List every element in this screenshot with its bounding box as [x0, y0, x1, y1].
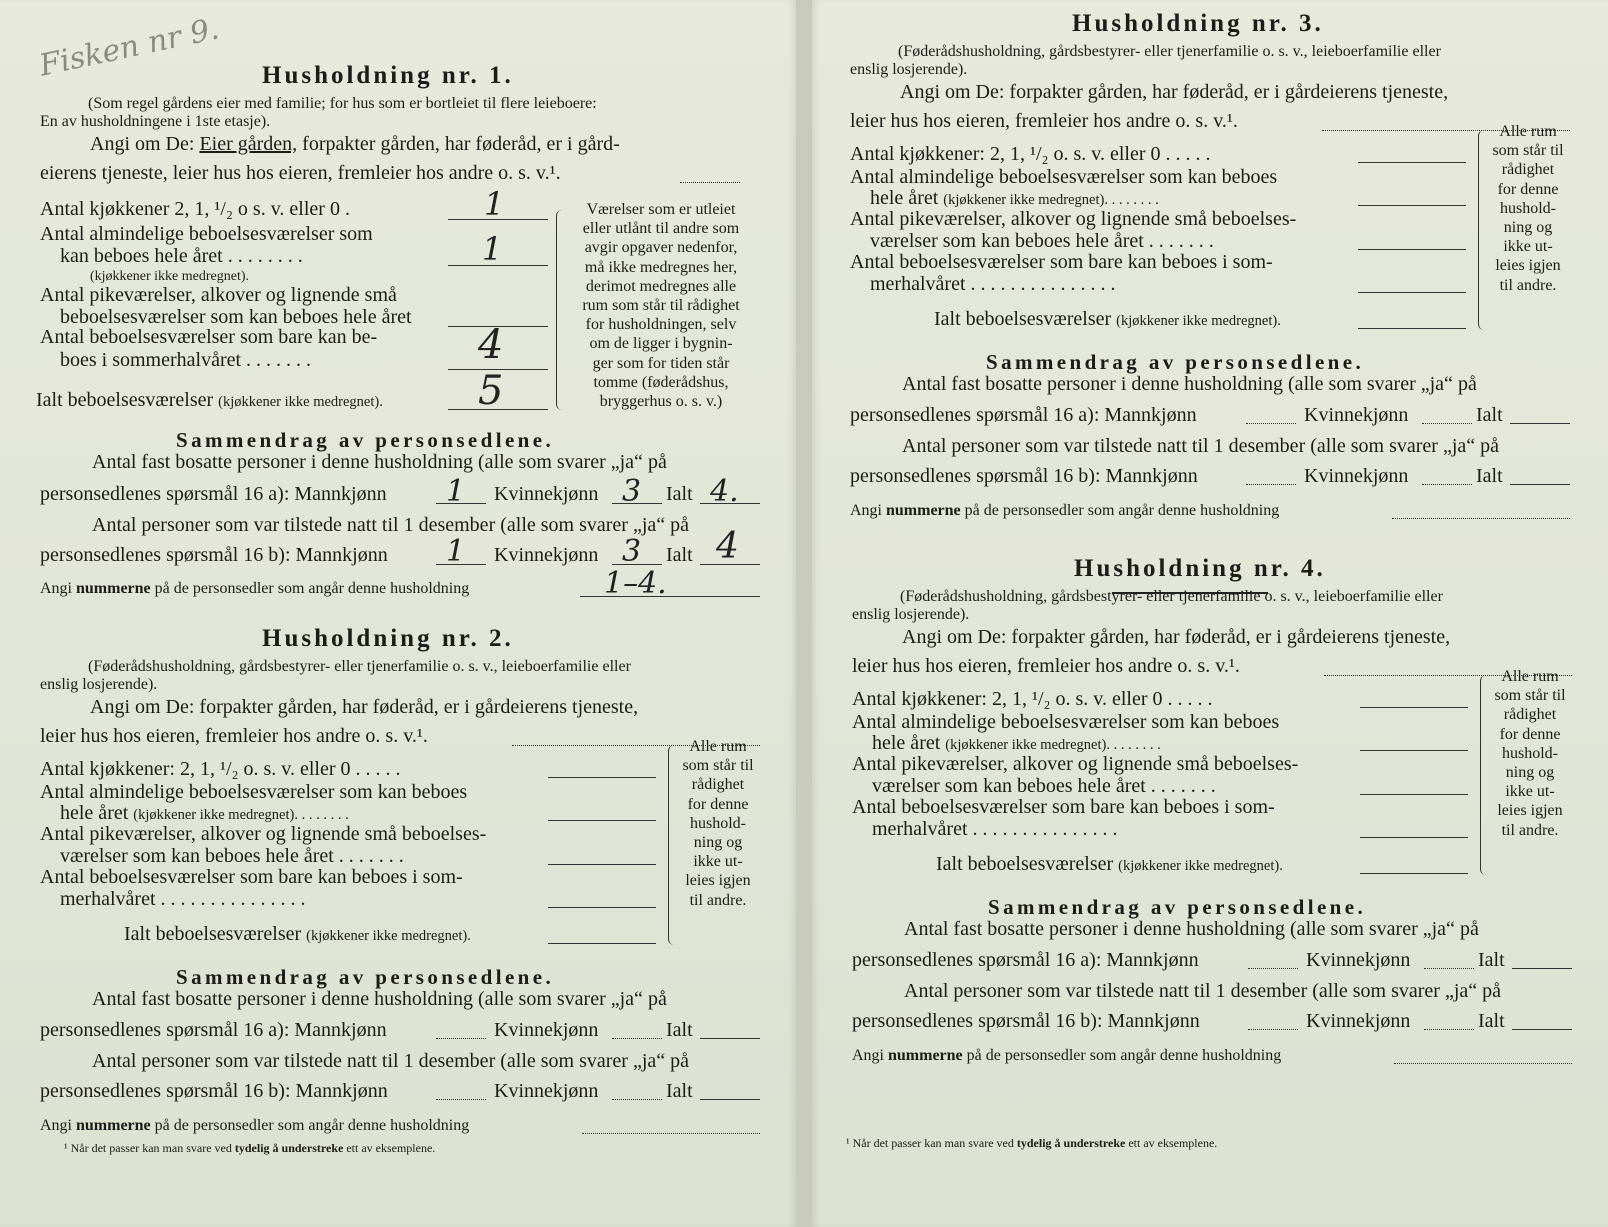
summer-rooms-label-2: merhalvåret . . . . . . . . . . . . . . . [870, 273, 1116, 295]
numbers-label-pre: Angi [852, 1047, 884, 1064]
ordinary-rooms-value: 1 [482, 230, 503, 268]
summer-rooms-label-2: merhalvåret . . . . . . . . . . . . . . . [60, 888, 306, 910]
ordinary-rooms-label-2: kan beboes hele året . . . . . . . . [60, 245, 303, 267]
maid-rooms-label-2: værelser som kan beboes hele året . . . . . . . [60, 845, 404, 867]
side-note-line: ikke ut- [1503, 238, 1553, 256]
household-summary-title: Sammendrag av personsedlene. [986, 350, 1365, 374]
resident-line: Antal fast bosatte personer i denne husholdning (alle som svarer „ja“ på [92, 988, 667, 1010]
resident-female-label: Kvinnekjønn [1304, 404, 1409, 426]
ordinary-rooms-note: (kjøkkener ikke medregnet). . . . . . . . [943, 192, 1159, 208]
side-note-line: leies igjen [1495, 257, 1561, 275]
side-note-line: bryggerhus o. s. v.) [599, 393, 723, 411]
maid-rooms-label: Antal pikeværelser, alkover og lignende små beboelses- [850, 208, 1297, 230]
angi-options: forpakter gården, har føderåd, er i gård- [302, 133, 620, 155]
present-male-label: personsedlenes spørsmål 16 b): Mannkjønn [850, 465, 1198, 487]
total-rooms-label [934, 308, 1281, 331]
total-rooms-note: (kjøkkener ikke medregnet). [218, 394, 383, 410]
side-note-line: rådighet [1501, 161, 1555, 179]
side-note-line: ikke ut- [1505, 783, 1555, 801]
household-note-2: enslig losjerende). [40, 676, 158, 693]
household-angi-line-2: leier hus hos eieren, fremleier hos andre o. s. v.¹. [852, 655, 1240, 677]
household-1-note: (Som regel gårdens eier med familie; for hus som er bortleiet til flere leieboere: [88, 95, 597, 112]
household-title: Husholdning nr. 2. [262, 625, 514, 652]
summer-rooms-label: Antal beboelsesværelser som bare kan beboes i som- [850, 251, 1273, 273]
footnote-bold: tydelig å understreke [1016, 1136, 1126, 1150]
owner-underlined-answer: Eier gården, [199, 133, 298, 155]
household-1-numbers-line [40, 580, 469, 598]
present-female-label: Kvinnekjønn [494, 1080, 599, 1102]
footnote-pre: ¹ Når det passer kan man svare ved [846, 1136, 1014, 1150]
summer-rooms-label: Antal beboelsesværelser som bare kan beboes i som- [852, 796, 1275, 818]
kitchens-value: 1 [484, 185, 505, 223]
ordinary-rooms-text: hele året [60, 802, 129, 824]
numbers-label-pre: Angi [850, 502, 882, 519]
numbers-label-bold: nummerne [888, 1047, 963, 1064]
side-note-line: for husholdningen, selv [585, 316, 737, 334]
footnote-post: ett av eksemplene. [1128, 1136, 1218, 1150]
household-note: (Føderådshusholdning, gårdsbestyrer- eller tjenerfamilie o. s. v., leieboerfamilie eller [88, 658, 631, 675]
household-angi-line-1: Angi om De: forpakter gården, har føderåd, er i gårdeierens tjeneste, [900, 81, 1449, 103]
household-title: Husholdning nr. 4. [1074, 555, 1326, 582]
total-rooms-label [936, 853, 1283, 876]
maid-rooms-label: Antal pikeværelser, alkover og lignende små beboelses- [40, 823, 487, 845]
maid-rooms-label-2: beboelsesværelser som kan beboes hele året [60, 306, 412, 328]
footnote-right [846, 1136, 1217, 1151]
present-male-label: personsedlenes spørsmål 16 b): Mannkjønn [40, 1080, 388, 1102]
total-rooms-note: (kjøkkener ikke medregnet). [306, 928, 471, 944]
footnote-left [64, 1141, 435, 1156]
total-rooms-text: Ialt beboelsesværelser [936, 853, 1114, 875]
present-female-label: Kvinnekjønn [494, 544, 599, 566]
side-note-line: Værelser som er utleiet [586, 201, 736, 218]
resident-male-value: 1 [446, 474, 466, 509]
resident-total-label: Ialt [1478, 949, 1505, 971]
side-note-line: Alle rum [1501, 668, 1559, 685]
household-1-angi-line-2: eierens tjeneste, leier hus hos eieren, fremleier hos andre o. s. v.¹. [40, 162, 561, 184]
summer-rooms-value: 4 [478, 322, 504, 368]
numbers-label-post: på de personsedler som angår denne husholdning [966, 1047, 1282, 1064]
ordinary-rooms-label-2 [60, 802, 349, 825]
ordinary-rooms-text: hele året [870, 187, 939, 209]
side-note-line: rådighet [691, 776, 745, 794]
numbers-line [852, 1047, 1281, 1065]
footnote-pre: ¹ Når det passer kan man svare ved [64, 1141, 232, 1155]
numbers-line [40, 1117, 469, 1135]
ordinary-rooms-note: (kjøkkener ikke medregnet). . . . . . . . [133, 807, 349, 823]
right-page [812, 0, 1608, 1227]
household-1-note-2: En av husholdningene i 1ste etasje). [40, 113, 271, 130]
total-rooms-text: Ialt beboelsesværelser [124, 923, 302, 945]
side-note-line: Alle rum [1499, 123, 1557, 140]
kitchens-label: Antal kjøkkener: 2, 1, ¹/₂ o. s. v. eller 0 . . . . . [850, 143, 1211, 165]
household-summary-title: Sammendrag av personsedlene. [988, 895, 1367, 919]
household-1-resident-line: Antal fast bosatte personer i denne husholdning (alle som svarer „ja“ på [92, 451, 667, 473]
footnote-post: ett av eksemplene. [346, 1141, 436, 1155]
side-note-line: Alle rum [689, 738, 747, 755]
footnote-bold: tydelig å understreke [234, 1141, 344, 1155]
total-rooms-text: Ialt beboelsesværelser [36, 389, 214, 411]
present-female-value: 3 [622, 534, 642, 569]
side-note-line: om de ligger i bygnin- [589, 335, 733, 353]
side-note-line: ning og [693, 834, 743, 852]
household-3 [810, 0, 1606, 570]
side-note-line: hushold- [1502, 744, 1558, 762]
numbers-value: 1–4. [604, 566, 667, 601]
total-rooms-value: 5 [478, 368, 504, 414]
total-rooms-label [36, 389, 383, 412]
present-female-label: Kvinnekjønn [1304, 465, 1409, 487]
total-rooms-note: (kjøkkener ikke medregnet). [1118, 858, 1283, 874]
household-1-resident-male-label: personsedlenes spørsmål 16 a): Mannkjønn [40, 483, 387, 505]
household-title: Husholdning nr. 3. [1072, 10, 1324, 37]
present-total-label: Ialt [666, 1080, 693, 1102]
ordinary-rooms-label: Antal almindelige beboelsesværelser som [40, 223, 373, 245]
maid-rooms-label: Antal pikeværelser, alkover og lignende små beboelses- [852, 753, 1299, 775]
maid-rooms-label-2: værelser som kan beboes hele året . . . . . . . [872, 775, 1216, 797]
side-note-line: som står til [1492, 142, 1564, 160]
resident-total-label: Ialt [666, 483, 693, 505]
side-note-line: avgir opgaver nedenfor, [584, 239, 738, 257]
present-female-label: Kvinnekjønn [1306, 1010, 1411, 1032]
side-note-line: ger som for tiden står [592, 354, 730, 372]
side-note-line: til andre. [689, 891, 747, 909]
household-angi-line-2: leier hus hos eieren, fremleier hos andre o. s. v.¹. [40, 725, 428, 747]
side-note-line: ning og [1503, 219, 1553, 237]
side-note-line: rum som står til rådighet [582, 297, 740, 315]
resident-female-label: Kvinnekjønn [1306, 949, 1411, 971]
present-total-value: 4 [716, 526, 739, 567]
numbers-label-bold: nummerne [76, 580, 151, 597]
ordinary-rooms-note: (kjøkkener ikke medregnet). . . . . . . . [945, 737, 1161, 753]
kitchens-label: Antal kjøkkener: 2, 1, ¹/₂ o. s. v. eller 0 . . . . . [40, 758, 401, 780]
side-note-line: må ikke medregnes her, [584, 258, 738, 276]
angi-label: Angi om De: [90, 133, 195, 155]
household-2 [0, 615, 796, 1175]
resident-total-value: 4. [710, 474, 739, 509]
household-note-2: enslig losjerende). [850, 61, 968, 78]
side-note-line: ikke ut- [693, 853, 743, 871]
numbers-label-pre: Angi [40, 1117, 72, 1134]
maid-rooms-label: Antal pikeværelser, alkover og lignende små [40, 284, 397, 306]
household-angi-line-1: Angi om De: forpakter gården, har føderåd, er i gårdeierens tjeneste, [902, 626, 1451, 648]
present-line: Antal personer som var tilstede natt til 1 desember (alle som svarer „ja“ på [904, 980, 1502, 1002]
resident-male-label: personsedlenes spørsmål 16 a): Mannkjønn [40, 1019, 387, 1041]
ordinary-rooms-label-2 [870, 187, 1159, 210]
pencil-annotation: Fisken nr 9. [36, 11, 223, 84]
left-page [0, 0, 796, 1227]
household-1-side-note [566, 200, 756, 411]
side-note-line: som står til [682, 757, 754, 775]
ordinary-rooms-note: (kjøkkener ikke medregnet). [90, 269, 249, 284]
household-1-present-line: Antal personer som var tilstede natt til 1 desember (alle som svarer „ja“ på [92, 514, 690, 536]
present-male-label: personsedlenes spørsmål 16 b): Mannkjønn [852, 1010, 1200, 1032]
present-male-value: 1 [446, 534, 466, 569]
household-1-summary-title: Sammendrag av personsedlene. [176, 428, 555, 452]
numbers-label-bold: nummerne [886, 502, 961, 519]
resident-total-label: Ialt [1476, 404, 1503, 426]
present-total-label: Ialt [1478, 1010, 1505, 1032]
household-1-present-male-label: personsedlenes spørsmål 16 b): Mannkjønn [40, 544, 388, 566]
ordinary-rooms-label: Antal almindelige beboelsesværelser som kan beboes [852, 711, 1280, 733]
present-line: Antal personer som var tilstede natt til 1 desember (alle som svarer „ja“ på [92, 1050, 690, 1072]
side-note-line: eller utlånt til andre som [582, 220, 740, 238]
resident-total-label: Ialt [666, 1019, 693, 1041]
ordinary-rooms-label: Antal almindelige beboelsesværelser som kan beboes [40, 781, 468, 803]
side-note-line: hushold- [690, 814, 746, 832]
present-total-label: Ialt [666, 544, 693, 566]
household-note: (Føderådshusholdning, gårdsbestyrer- eller tjenerfamilie o. s. v., leieboerfamilie eller [900, 588, 1443, 605]
total-rooms-text: Ialt beboelsesværelser [934, 308, 1112, 330]
side-note-line: leies igjen [1497, 802, 1563, 820]
numbers-label-bold: nummerne [76, 1117, 151, 1134]
side-note-line: ning og [1505, 764, 1555, 782]
summer-rooms-label: Antal beboelsesværelser som bare kan be- [40, 326, 378, 348]
numbers-label-post: på de personsedler som angår denne husholdning [154, 1117, 470, 1134]
ordinary-rooms-text: hele året [872, 732, 941, 754]
household-note-2: enslig losjerende). [852, 606, 970, 623]
resident-male-label: personsedlenes spørsmål 16 a): Mannkjønn [850, 404, 1197, 426]
side-note-line: rådighet [1503, 706, 1557, 724]
ordinary-rooms-label-2 [872, 732, 1161, 755]
numbers-label-post: på de personsedler som angår denne husholdning [964, 502, 1280, 519]
resident-female-label: Kvinnekjønn [494, 483, 599, 505]
household-angi-line-2: leier hus hos eieren, fremleier hos andre o. s. v.¹. [850, 110, 1238, 132]
kitchens-label: Antal kjøkkener: 2, 1, ¹/₂ o. s. v. eller 0 . . . . . [852, 688, 1213, 710]
side-note-line: for denne [1497, 180, 1559, 198]
resident-female-value: 3 [622, 474, 642, 509]
household-side-note [676, 737, 760, 910]
household-side-note [1486, 122, 1570, 295]
resident-line: Antal fast bosatte personer i denne husholdning (alle som svarer „ja“ på [904, 918, 1479, 940]
household-summary-title: Sammendrag av personsedlene. [176, 965, 555, 989]
present-line: Antal personer som var tilstede natt til 1 desember (alle som svarer „ja“ på [902, 435, 1500, 457]
household-1-angi-line-1 [90, 133, 620, 156]
household-4 [812, 545, 1608, 1145]
side-note-line: for denne [1499, 725, 1561, 743]
total-rooms-label [124, 923, 471, 946]
side-note-line: til andre. [1501, 821, 1559, 839]
side-note-line: til andre. [1499, 276, 1557, 294]
numbers-label-pre: Angi [40, 580, 72, 597]
resident-male-label: personsedlenes spørsmål 16 a): Mannkjønn [852, 949, 1199, 971]
resident-line: Antal fast bosatte personer i denne husholdning (alle som svarer „ja“ på [902, 373, 1477, 395]
household-side-note [1488, 667, 1572, 840]
kitchens-label: Antal kjøkkener 2, 1, ¹/₂ o s. v. eller 0 . [40, 198, 350, 220]
present-total-label: Ialt [1476, 465, 1503, 487]
summer-rooms-label: Antal beboelsesværelser som bare kan beboes i som- [40, 866, 463, 888]
household-1 [0, 0, 796, 600]
side-note-line: leies igjen [685, 872, 751, 890]
household-angi-line-1: Angi om De: forpakter gården, har føderåd, er i gårdeierens tjeneste, [90, 696, 639, 718]
side-note-line: hushold- [1500, 199, 1556, 217]
numbers-line [850, 502, 1279, 520]
side-note-line: tomme (føderådshus, [593, 373, 729, 391]
numbers-label-post: på de personsedler som angår denne husholdning [154, 580, 470, 597]
side-note-line: som står til [1494, 687, 1566, 705]
total-rooms-note: (kjøkkener ikke medregnet). [1116, 313, 1281, 329]
maid-rooms-label-2: værelser som kan beboes hele året . . . . . . . [870, 230, 1214, 252]
household-1-title: Husholdning nr. 1. [262, 62, 514, 89]
resident-female-label: Kvinnekjønn [494, 1019, 599, 1041]
household-note: (Føderådshusholdning, gårdsbestyrer- eller tjenerfamilie o. s. v., leieboerfamilie eller [898, 43, 1441, 60]
ordinary-rooms-label: Antal almindelige beboelsesværelser som kan beboes [850, 166, 1278, 188]
side-note-line: for denne [687, 795, 749, 813]
summer-rooms-label-2: merhalvåret . . . . . . . . . . . . . . . [872, 818, 1118, 840]
summer-rooms-label-2: boes i sommerhalvåret . . . . . . . [60, 349, 312, 371]
side-note-line: derimot medregnes alle [585, 277, 737, 295]
